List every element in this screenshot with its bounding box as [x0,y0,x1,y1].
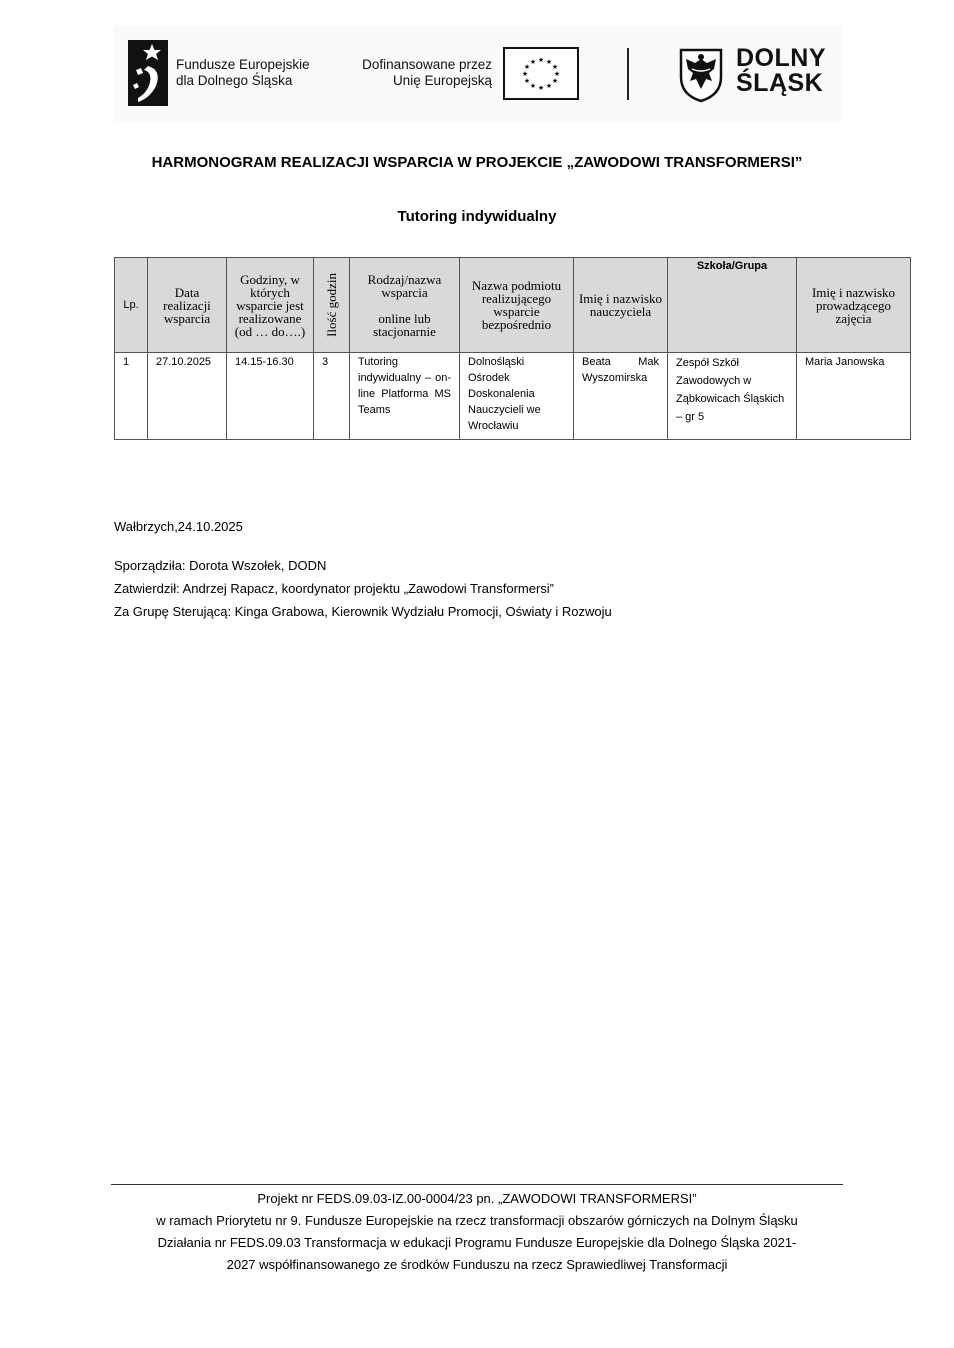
cell-lp: 1 [115,353,148,440]
svg-text:★: ★ [537,56,545,64]
header-school: Szkoła/Grupa [668,258,797,353]
cell-school: Zespół Szkół Zawodowych w Ząbkowicach Śląskich – gr 5 [668,353,797,440]
svg-text:★: ★ [523,77,531,85]
header-count [314,258,350,353]
table-header-row [115,258,911,353]
signature-prepared: Sporządziła: Dorota Wszołek, DODN [114,558,327,573]
svg-text:★: ★ [551,63,559,71]
cofin-line1: Dofinansowane przez [362,57,492,72]
cell-hours: 14.15-16.30 [227,353,314,440]
place-date: Wałbrzych,24.10.2025 [114,519,243,534]
header-type-line1: Rodzaj/nazwa wsparcia [367,271,442,300]
cell-type: Tutoring indywidualny – on-line Platforma MS Teams [350,353,460,440]
svg-text:★: ★ [551,77,559,85]
footer-divider [111,1184,843,1185]
signature-approved: Zatwierdził: Andrzej Rapacz, koordynator projektu „Zawodowi Transformersi” [114,581,555,596]
cell-date: 27.10.2025 [148,353,227,440]
svg-text:★: ★ [537,84,545,92]
region-line2: ŚLĄSK [736,69,824,97]
header-teacher: Imię i nazwisko nauczyciela [574,258,668,353]
cell-teacher: Beata Mak Wyszomirska [574,353,668,440]
svg-text:★: ★ [521,70,529,78]
dolny-slask-crest-icon [678,47,724,103]
eu-flag-icon [503,47,579,100]
cell-entity: Dolnośląski Ośrodek Doskonalenia Nauczycieli we Wrocławiu [460,353,574,440]
fundusze-europejskie-logo-icon [128,40,168,106]
header-count-label: Ilość godzin [324,273,339,337]
footer-line3: Działania nr FEDS.09.03 Transformacja w edukacji Programu Fundusze Europejskie dla Dolnego Śląska 2021- [157,1235,797,1250]
footer-line4: 2027 współfinansowanego ze środków Funduszu na rzecz Sprawiedliwej Transformacji [226,1257,728,1272]
table-row [115,353,911,440]
footer-line1: Projekt nr FEDS.09.03-IZ.00-0004/23 pn. „ZAWODOWI TRANSFORMERSI” [257,1191,697,1206]
document-title: HARMONOGRAM REALIZACJI WSPARCIA W PROJEKCIE „ZAWODOWI TRANSFORMERSI” [151,154,803,171]
svg-text:★: ★ [545,58,553,66]
document-subtitle: Tutoring indywidualny [397,208,557,225]
svg-text:★: ★ [553,70,561,78]
header-type [350,258,460,353]
header-entity: Nazwa podmiotu realizującego wsparcie bezpośrednio [460,258,574,353]
svg-text:★: ★ [523,63,531,71]
dolny-slask-logo-text [736,46,826,96]
logo-separator [627,48,629,100]
header-hours: Godziny, w których wsparcie jest realizowane (od … do….) [227,258,314,353]
header-lp: Lp. [115,258,148,353]
header-date: Data realizacji wsparcia [148,258,227,353]
header-type-line2: online lub stacjonarnie [373,310,436,339]
footer-line2: w ramach Priorytetu nr 9. Fundusze Europejskie na rzecz transformacji obszarów górniczych na Dolnym Śląsku [156,1213,798,1228]
cofinanced-text [350,57,492,89]
region-line1: DOLNY [736,44,826,72]
header-leader: Imię i nazwisko prowadzącego zajęcia [797,258,911,353]
fe-logo-line1: Fundusze Europejskie [176,57,310,72]
svg-text:★: ★ [529,82,537,90]
svg-text:★: ★ [529,58,537,66]
schedule-table [114,257,911,440]
cell-count: 3 [314,353,350,440]
cell-leader: Maria Janowska [797,353,911,440]
footer [100,1188,854,1276]
cofin-line2: Unię Europejską [392,73,492,88]
fe-logo-line2: dla Dolnego Śląska [176,73,293,88]
signature-steering: Za Grupę Sterującą: Kinga Grabowa, Kierownik Wydziału Promocji, Oświaty i Rozwoju [114,604,612,619]
fundusze-europejskie-logo-text [176,57,310,89]
svg-text:★: ★ [545,82,553,90]
